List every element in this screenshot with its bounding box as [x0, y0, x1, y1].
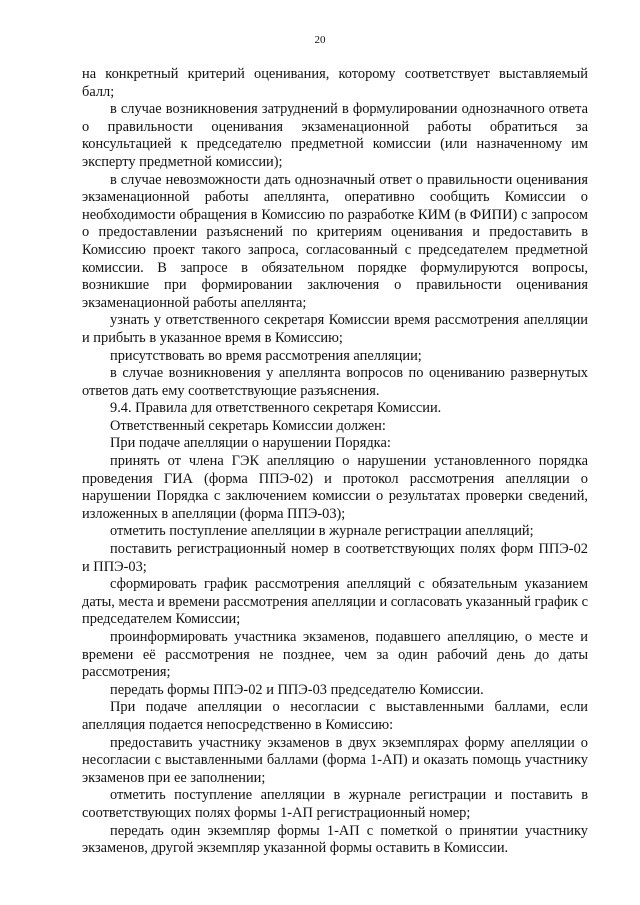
- paragraph: в случае невозможности дать однозначный ответ о правильности оценивания экзаменационной работы апеллянта, оперативно сообщить Комиссии о необходимости обращения в Комиссию по разработке КИМ (в ФИПИ) с запросом о предоставлении разъяснений по критериям оценивания и предоставить в Комиссию проект такого запроса, согласованный с председателем предметной комиссии. В запросе в обязательном порядке формулируются вопросы, возникшие при формировании заключения о правильности оценивания экзаменационной работы апеллянта;: [82, 171, 588, 311]
- paragraph: присутствовать во время рассмотрения апелляции;: [110, 347, 422, 364]
- paragraph: передать один экземпляр формы 1-АП с пометкой о принятии участнику экзаменов, другой экземпляр указанной формы оставить в Комиссии.: [82, 822, 588, 857]
- paragraph: узнать у ответственного секретаря Комиссии время рассмотрения апелляции и прибыть в указанное время в Комиссию;: [82, 312, 588, 346]
- paragraph: в случае возникновения у апеллянта вопросов по оцениванию развернутых ответов дать ему соответствующие разъяснения.: [82, 365, 588, 399]
- paragraph: в случае возникновения затруднений в формулировании однозначного ответа о правильности оценивания экзаменационной работы обратиться за консультацией к председателю предметной комиссии (или назначенному им эксперту предметной комиссии);: [82, 101, 588, 170]
- paragraph: предоставить участнику экзаменов в двух экземплярах форму апелляции о несогласии с выставленными баллами (форма 1-АП) и оказать помощь участнику экзаменов при ее заполнении;: [82, 734, 588, 786]
- section-heading: 9.4. Правила для ответственного секретаря Комиссии.: [110, 400, 442, 417]
- paragraph: передать формы ППЭ-02 и ППЭ-03 председателю Комиссии.: [110, 681, 484, 698]
- paragraph: Ответственный секретарь Комиссии должен:: [110, 417, 386, 434]
- paragraph: отметить поступление апелляции в журнале регистрации и поставить в соответствующих полях формы 1-АП регистрационный номер;: [82, 787, 588, 821]
- paragraph: При подаче апелляции о несогласии с выставленными баллами, если апелляция подается непосредственно в Комиссию:: [82, 699, 588, 733]
- paragraph: принять от члена ГЭК апелляцию о нарушении установленного порядка проведения ГИА (форма ППЭ-02) и протокол рассмотрения апелляции о нарушении Порядка с заключением комиссии о результатах проверки сведений, изложенных в апелляции (форма ППЭ-03);: [82, 453, 588, 522]
- paragraph: При подаче апелляции о нарушении Порядка:: [110, 435, 391, 452]
- paragraph: сформировать график рассмотрения апелляций с обязательным указанием даты, места и времени рассмотрения апелляции и согласовать указанный график с председателем Комиссии;: [82, 576, 589, 628]
- paragraph: на конкретный критерий оценивания, которому соответствует выставляемый балл;: [82, 66, 588, 100]
- page-number: 20: [314, 34, 326, 46]
- paragraph: поставить регистрационный номер в соответствующих полях форм ППЭ-02 и ППЭ-03;: [82, 541, 588, 575]
- paragraph: проинформировать участника экзаменов, подавшего апелляцию, о месте и времени её рассмотрения не позднее, чем за один рабочий день до даты рассмотрения;: [82, 629, 588, 681]
- paragraph: отметить поступление апелляции в журнале регистрации апелляций;: [110, 523, 534, 540]
- document-body: [82, 66, 588, 858]
